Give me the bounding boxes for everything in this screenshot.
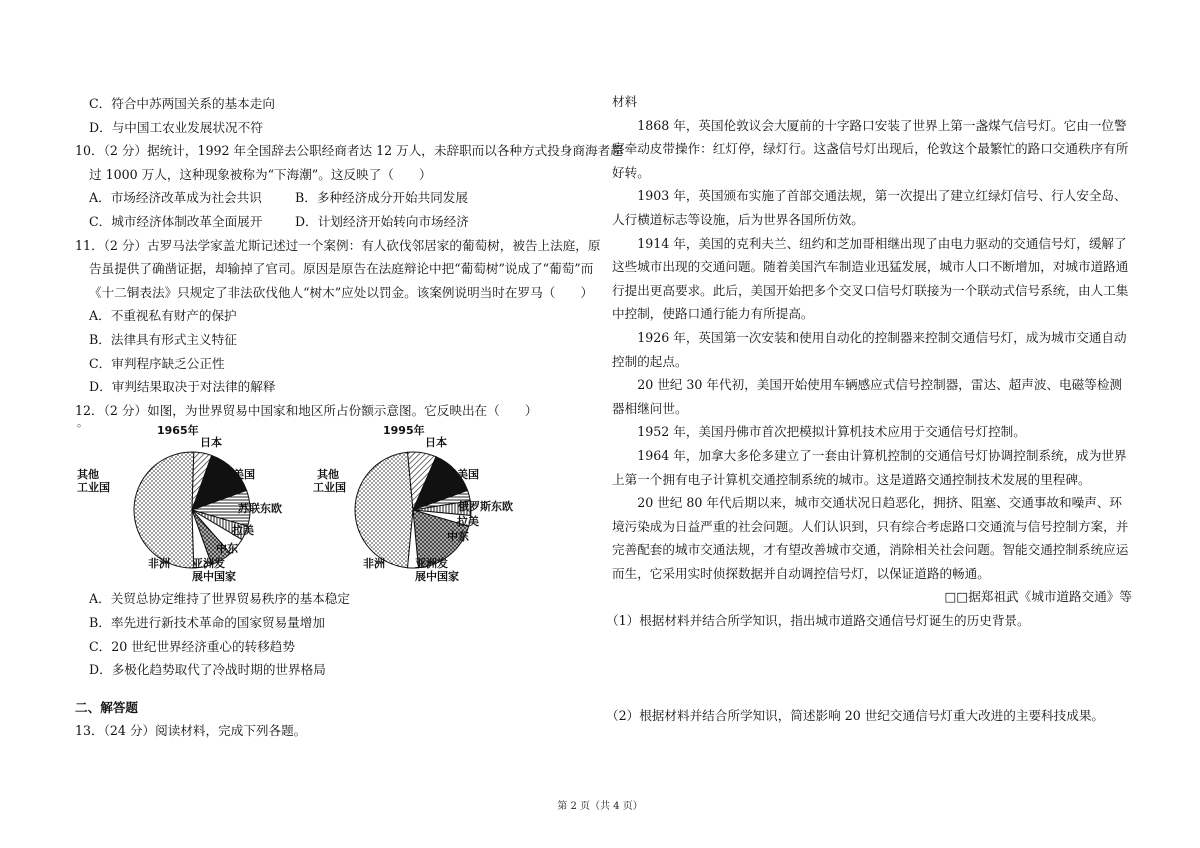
pie-chart-1965 xyxy=(75,424,310,587)
q11-option-b: B．法律具有形式主义特征 xyxy=(89,331,237,347)
q12-option-a: A．关贸总协定维持了世界贸易秩序的基本稳定 xyxy=(89,591,350,607)
slice-1995-other xyxy=(355,453,413,571)
label-1995-japan: 日本 xyxy=(425,436,447,450)
label-1965-japan: 日本 xyxy=(200,436,222,450)
q9-option-d: D．与中国工农业发展状况不符 xyxy=(89,119,263,135)
chart-1965-title: 1965年 xyxy=(157,424,199,438)
label-1995-asia-1: 亚洲发 xyxy=(415,557,448,571)
label-1995-africa: 非洲 xyxy=(363,557,385,571)
q10-option-d: D．计划经济开始转向市场经济 xyxy=(295,213,469,229)
material-source: □□据郑祖武《城市道路交通》等 xyxy=(944,589,1132,605)
q12-option-d: D．多极化趋势取代了冷战时期的世界格局 xyxy=(89,662,326,678)
material-paragraph-1964: 1964 年，加拿大多伦多建立了一套由计算机控制的交通信号灯协调控制系统，成为世界上第一个拥有电子计算机交通控制系统的城市。这是道路交通控制技术发展的里程碑。 xyxy=(612,447,1127,487)
q10-stem-line2: 过 1000 万人，这种现象被称为“下海潮”。这反映了（ ） xyxy=(89,166,432,182)
left-column xyxy=(75,92,623,743)
material-paragraph-1914: 1914 年，美国的克利夫兰、纽约和芝加哥相继出现了由电力驱动的交通信号灯，缓解了这些城市出现的交通问题。随着美国汽车制造业迅猛发展，城市人口不断增加，对城市道路通行提出更高要求。此后，美国开始把多个交叉口信号灯联接为一个联动式信号系统，由人工集中控制，使路口通行能力有所提高。 xyxy=(612,235,1129,322)
material-paragraph-1903: 1903 年，英国颁布实施了首部交通法规，第一次提出了建立红绿灯信号、行人安全岛、人行横道标志等设施，后为世界各国所仿效。 xyxy=(612,188,1127,227)
material-title: 材料 xyxy=(612,94,638,109)
label-1995-latam: 拉美 xyxy=(457,515,479,529)
trade-share-charts xyxy=(75,416,585,587)
label-1965-other-1: 其他 xyxy=(77,468,99,482)
section-title: 二、解答题 xyxy=(75,699,138,715)
q10-options-row1 xyxy=(75,186,585,210)
label-1965-africa: 非洲 xyxy=(148,557,170,571)
material-paragraph-1952: 1952 年，美国丹佛市首次把模拟计算机技术应用于交通信号灯控制。 xyxy=(637,424,1026,440)
q11-stem-line3: 《十二铜表法》只规定了非法砍伐他人“树木”应处以罚金。该案例说明当时在罗马（ ） xyxy=(89,284,594,300)
pie-chart-1995 xyxy=(313,424,563,587)
label-1965-mideast: 中东 xyxy=(216,542,238,556)
label-1965-latam: 拉美 xyxy=(232,524,254,538)
q11-option-d: D．审判结果取决于对法律的解释 xyxy=(89,379,276,395)
label-1965-asia-1: 亚洲发 xyxy=(192,557,225,571)
label-1995-asia-2: 展中国家 xyxy=(415,570,459,584)
label-1965-ussr: 苏联东欧 xyxy=(238,502,282,516)
page-footer: 第 2 页（共 4 页） xyxy=(557,801,643,812)
q10-stem-line1: 10．（2 分）据统计，1992 年全国辞去公职经商者达 12 万人，未辞职而以各种方式投身商海者超 xyxy=(75,143,623,159)
q10-option-a: A．市场经济改革成为社会共识 xyxy=(89,190,262,206)
label-1995-usa: 美国 xyxy=(457,468,479,482)
chart-dot: 。 xyxy=(77,416,88,430)
right-column xyxy=(606,90,1132,727)
q10-option-b: B．多种经济成分开始共同发展 xyxy=(295,190,468,206)
label-1965-asia-2: 展中国家 xyxy=(192,570,236,584)
answer-space-1 xyxy=(612,633,1132,704)
slice-1965-other xyxy=(134,452,194,571)
label-1995-mideast: 中东 xyxy=(447,530,469,544)
sub-question-1: （1）根据材料并结合所学知识，指出城市道路交通信号灯诞生的历史背景。 xyxy=(606,613,1030,629)
chart-1995-title: 1995年 xyxy=(383,424,425,438)
q11-stem-line1: 11．（2 分）古罗马法学家盖尤斯记述过一个案例：有人砍伐邻居家的葡萄树，被告上法庭，原 xyxy=(75,237,601,253)
label-1995-other-1: 其他 xyxy=(317,468,339,482)
q11-stem-line2: 告虽提供了确凿证据，却输掉了官司。原因是原告在法庭辩论中把“葡萄树”说成了“葡萄”而 xyxy=(89,261,594,277)
sub-question-2: （2）根据材料并结合所学知识，简述影响 20 世纪交通信号灯重大改进的主要科技成果。 xyxy=(606,707,1105,723)
q13-stem: 13．（24 分）阅读材料，完成下列各题。 xyxy=(75,723,307,739)
material-paragraph-1930s: 20 世纪 30 年代初，美国开始使用车辆感应式信号控制器，雷达、超声波、电磁等检测器相继问世。 xyxy=(612,377,1123,416)
label-1965-usa: 美国 xyxy=(233,468,255,482)
q12-option-b: B．率先进行新技术革命的国家贸易量增加 xyxy=(89,614,325,630)
material-paragraph-1868: 1868 年，英国伦敦议会大厦前的十字路口安装了世界上第一盏煤气信号灯。它由一位警察牵动皮带操作：红灯停，绿灯行。这盏信号灯出现后，伦敦这个最繁忙的路口交通秩序有所好转。 xyxy=(612,117,1129,180)
label-1965-other-2: 工业国 xyxy=(77,481,110,495)
q11-option-c: C．审判程序缺乏公正性 xyxy=(89,355,225,371)
label-1995-russia: 俄罗斯东欧 xyxy=(458,500,513,514)
q11-option-a: A．不重视私有财产的保护 xyxy=(89,308,237,324)
q9-option-c: C．符合中苏两国关系的基本走向 xyxy=(89,96,275,111)
material-paragraph-1926: 1926 年，英国第一次安装和使用自动化的控制器来控制交通信号灯，成为城市交通自动控制的起点。 xyxy=(612,329,1127,369)
q12-option-c: C．20 世纪世界经济重心的转移趋势 xyxy=(89,638,295,654)
label-1995-other-2: 工业国 xyxy=(313,481,346,495)
material-paragraph-1980s: 20 世纪 80 年代后期以来，城市交通状况日趋恶化，拥挤、阻塞、交通事故和噪声、环境污染成为日益严重的社会问题。人们认识到，只有综合考虑路口交通流与信号控制方案，并完善配套的城市交通法规，才有望改善城市交通，消除相关社会问题。智能交通控制系统应运而生，它采用实时侦探数据并自动调控信号灯，以保证道路的畅通。 xyxy=(612,495,1129,581)
q10-options-row2 xyxy=(75,210,585,234)
q10-option-c: C．城市经济体制改革全面展开 xyxy=(89,213,263,229)
q12-stem: 12．（2 分）如图，为世界贸易中国家和地区所占份额示意图。它反映出在（ ） xyxy=(75,402,538,418)
